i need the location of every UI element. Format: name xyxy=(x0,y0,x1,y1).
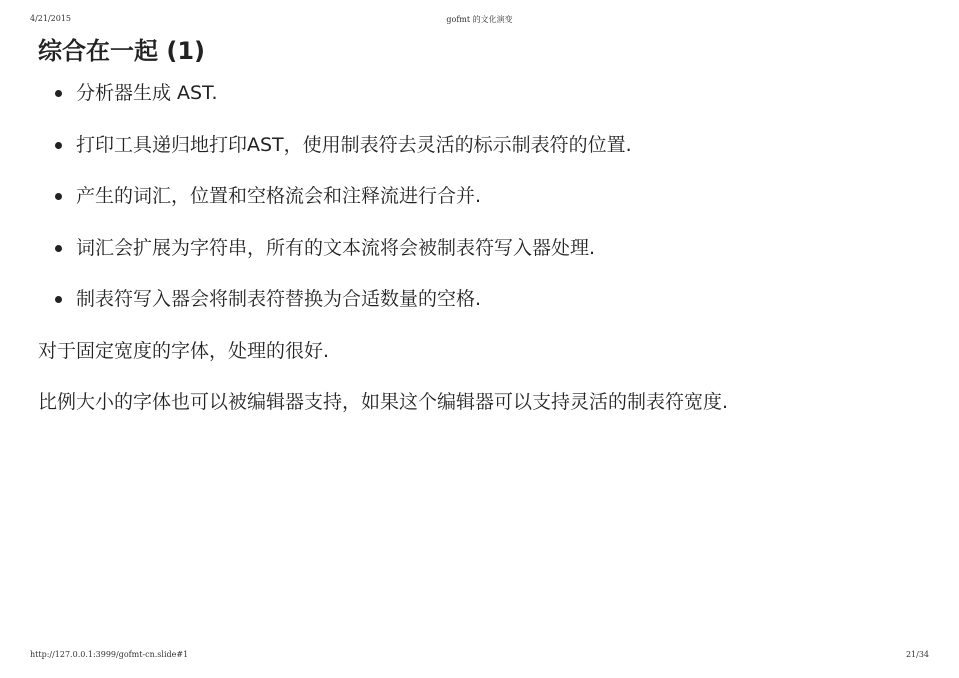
bullet-icon xyxy=(55,193,62,200)
bullet-list xyxy=(38,78,928,314)
slide-title: 综合在一起 (1) xyxy=(38,37,205,65)
list-item xyxy=(38,78,928,108)
list-item-text: 词汇会扩展为字符串，所有的文本流将会被制表符写入器处理. xyxy=(76,236,596,259)
bullet-icon xyxy=(55,90,62,97)
bullet-icon xyxy=(55,296,62,303)
print-page-title: gofmt 的文化演变 xyxy=(446,15,513,24)
print-url: http://127.0.0.1:3999/gofmt-cn.slide#1 xyxy=(30,650,189,659)
list-item-text: 分析器生成 AST. xyxy=(76,82,218,104)
print-page-number: 21/34 xyxy=(905,650,929,659)
paragraph: 对于固定宽度的字体，处理的很好. xyxy=(38,339,330,362)
list-item-text: 产生的词汇，位置和空格流会和注释流进行合并. xyxy=(76,185,482,207)
list-item xyxy=(38,284,928,314)
list-item-text: 打印工具递归地打印AST，使用制表符去灵活的标示制表符的位置. xyxy=(76,133,632,156)
list-item-text: 制表符写入器会将制表符替换为合适数量的空格. xyxy=(76,288,482,310)
list-item xyxy=(38,130,928,160)
print-footer xyxy=(0,650,959,664)
bullet-icon xyxy=(55,245,62,252)
bullet-icon xyxy=(55,142,62,149)
list-item xyxy=(38,233,928,263)
list-item xyxy=(38,181,928,211)
paragraph: 比例大小的字体也可以被编辑器支持，如果这个编辑器可以支持灵活的制表符宽度. xyxy=(38,390,729,413)
print-header xyxy=(0,14,959,28)
slide-content xyxy=(38,34,928,417)
print-date: 4/21/2015 xyxy=(30,14,72,23)
